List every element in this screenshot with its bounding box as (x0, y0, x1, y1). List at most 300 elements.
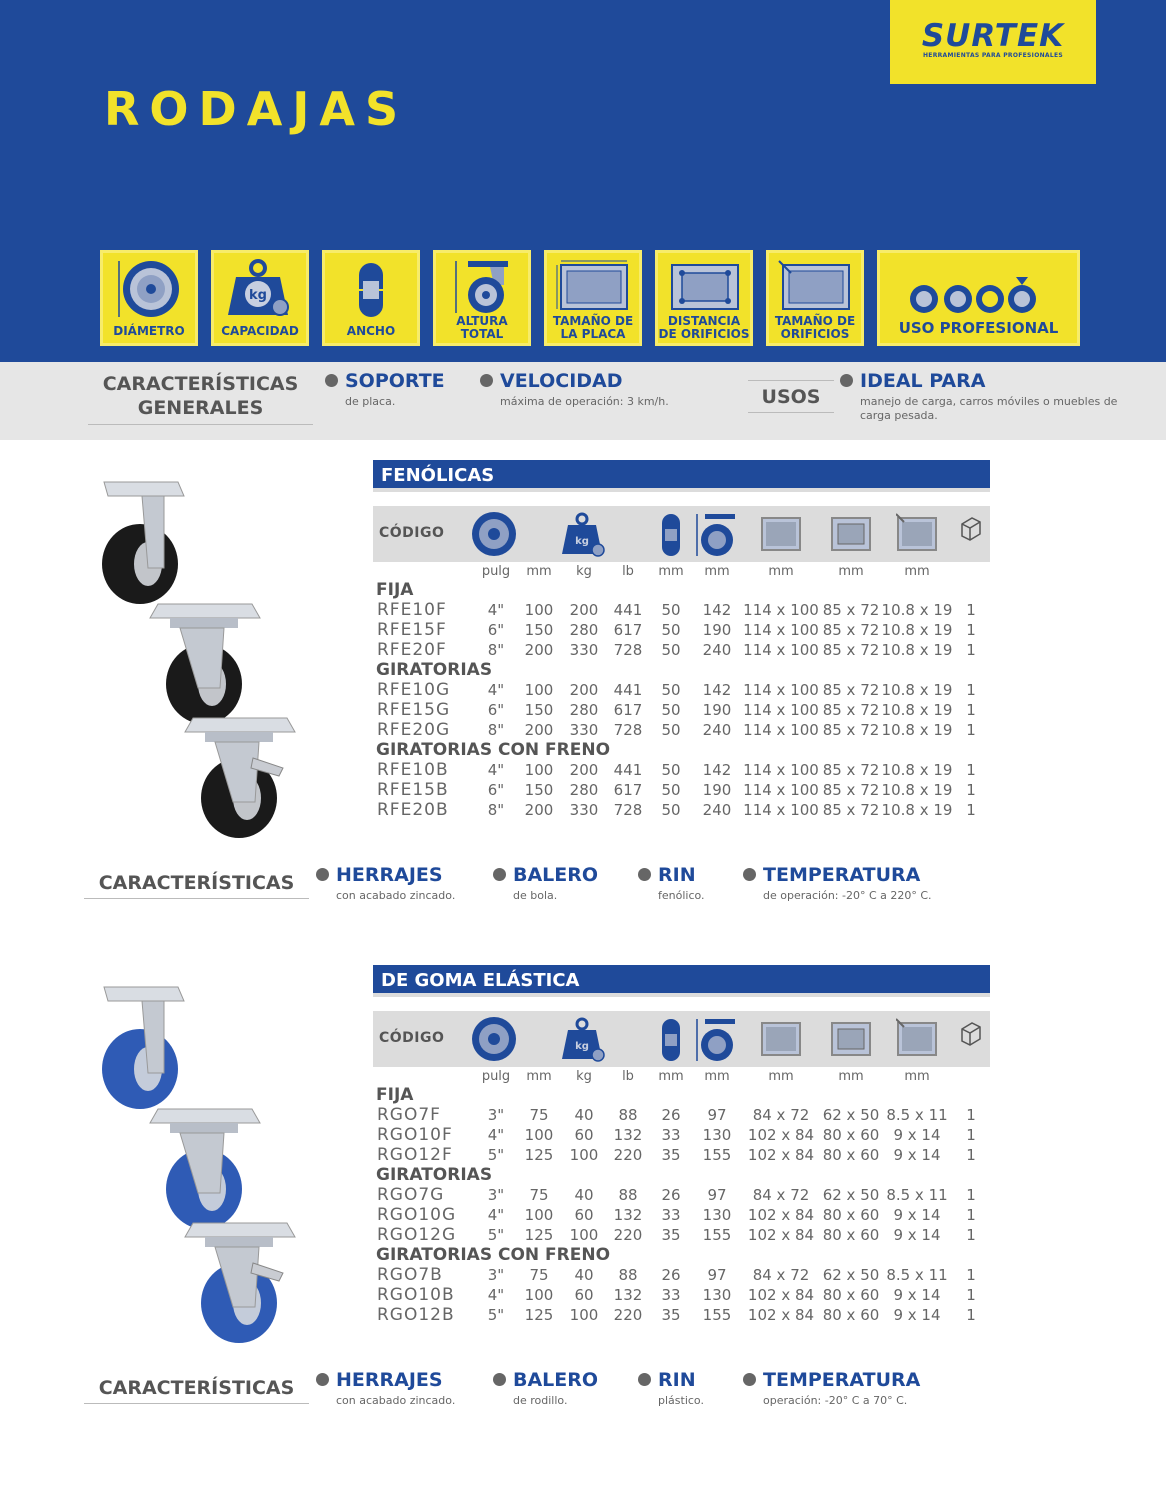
tile-width (322, 250, 420, 346)
tile-label: DIÁMETRO (113, 324, 185, 338)
table-cell: 80 x 60 (822, 1306, 880, 1324)
table-cell: 84 x 72 (752, 1266, 810, 1284)
table-row (373, 1145, 990, 1165)
product-code: RFE10B (377, 760, 449, 780)
unit-label: mm (704, 564, 730, 579)
table-cell: 8.5 x 11 (886, 1266, 948, 1284)
table-cell: 102 x 84 (747, 1146, 815, 1164)
table-cell: 62 x 50 (822, 1266, 880, 1284)
table-cell: 9 x 14 (893, 1286, 941, 1304)
brand-tagline: HERRAMIENTAS PARA PROFESIONALES (922, 52, 1064, 59)
table-cell: 9 x 14 (893, 1206, 941, 1224)
table-cell: 60 (574, 1126, 594, 1144)
box-icon (958, 1017, 984, 1063)
table-cell: 50 (661, 621, 681, 639)
table-cell: 100 (524, 761, 554, 779)
table-row (373, 700, 990, 720)
wheel-width-icon (658, 1017, 684, 1063)
feature-title: HERRAJES (336, 1369, 443, 1391)
table-cell: 1 (966, 761, 976, 779)
table-cell: 8" (487, 641, 505, 659)
table-cell: 132 (613, 1286, 643, 1304)
kg-weight-icon (562, 1017, 606, 1063)
table-cell: 33 (661, 1206, 681, 1224)
feature-desc: con acabado zincado. (336, 889, 456, 902)
svg-text:kg: kg (575, 536, 589, 547)
table-cell: 6" (487, 701, 505, 719)
tile-total-height (433, 250, 531, 346)
table-cell: 50 (661, 761, 681, 779)
wheel-icon (472, 1017, 520, 1063)
characteristics-heading: CARACTERÍSTICAS (98, 872, 295, 894)
table-cell: 62 x 50 (822, 1186, 880, 1204)
wheel-icon (116, 259, 182, 319)
product-code: RGO10G (377, 1205, 457, 1225)
column-header-row (373, 1011, 990, 1067)
table-cell: 10.8 x 19 (881, 781, 953, 799)
tile-label: USO PROFESIONAL (898, 319, 1059, 337)
table-cell: 85 x 72 (822, 681, 880, 699)
section-title-bar (373, 965, 990, 997)
table-cell: 85 x 72 (822, 641, 880, 659)
feature-desc: fenólico. (658, 889, 705, 902)
table-cell: 441 (613, 761, 643, 779)
table-cell: 280 (569, 621, 599, 639)
tile-label: TAMAÑO DE ORIFICIOS (774, 314, 856, 341)
feature-title: IDEAL PARA (860, 370, 986, 392)
table-cell: 1 (966, 1266, 976, 1284)
table-cell: 97 (707, 1266, 727, 1284)
table-cell: 75 (529, 1186, 549, 1204)
table-cell: 125 (524, 1146, 554, 1164)
table-cell: 4" (487, 681, 505, 699)
table-cell: 9 x 14 (893, 1126, 941, 1144)
table-cell: 190 (702, 701, 732, 719)
table-cell: 1 (966, 781, 976, 799)
codigo-header: CÓDIGO (379, 525, 445, 541)
table-cell: 441 (613, 681, 643, 699)
table-cell: 155 (702, 1226, 732, 1244)
table-row (373, 800, 990, 820)
table-cell: 1 (966, 701, 976, 719)
table-row (373, 1285, 990, 1305)
table-cell: 84 x 72 (752, 1186, 810, 1204)
table-cell: 132 (613, 1206, 643, 1224)
table-cell: 100 (569, 1226, 599, 1244)
tile-label: CAPACIDAD (221, 324, 299, 338)
table-cell: 10.8 x 19 (881, 801, 953, 819)
table-cell: 102 x 84 (747, 1306, 815, 1324)
feature-title: HERRAJES (336, 864, 443, 886)
kg-weight-icon (228, 259, 292, 321)
product-code: RFE10G (377, 680, 451, 700)
unit-label: mm (526, 1069, 552, 1084)
table-cell: 85 x 72 (822, 621, 880, 639)
table-cell: 330 (569, 801, 599, 819)
table-cell: 40 (574, 1106, 594, 1124)
plate-size-icon (555, 259, 631, 315)
table-cell: 114 x 100 (743, 601, 819, 619)
product-code: RFE20B (377, 800, 449, 820)
table-cell: 728 (613, 721, 643, 739)
table-cell: 142 (702, 601, 732, 619)
table-cell: 40 (574, 1266, 594, 1284)
professional-use-icon (904, 275, 1054, 315)
table-cell: 200 (569, 601, 599, 619)
table-cell: 10.8 x 19 (881, 601, 953, 619)
table-cell: 100 (524, 601, 554, 619)
unit-label: pulg (481, 564, 511, 579)
section-title: FENÓLICAS (381, 465, 495, 486)
unit-label: mm (526, 564, 552, 579)
table-cell: 728 (613, 641, 643, 659)
table-cell: 35 (661, 1306, 681, 1324)
table-cell: 155 (702, 1146, 732, 1164)
feature-desc: manejo de carga, carros móviles o muebles de carga pesada. (860, 395, 1118, 422)
brand-name: SURTEK (921, 18, 1065, 54)
bullet-icon (493, 868, 506, 881)
tile-diameter (100, 250, 198, 346)
plate-size-icon (760, 512, 802, 558)
product-code: RGO7F (377, 1105, 441, 1125)
table-cell: 1 (966, 601, 976, 619)
hole-distance-icon (830, 512, 872, 558)
table-cell: 50 (661, 641, 681, 659)
general-heading: CARACTERÍSTICAS GENERALES (102, 373, 299, 419)
hole-size-icon (777, 259, 853, 315)
brand-logo (890, 0, 1096, 84)
product-code: RGO12F (377, 1145, 453, 1165)
table-cell: 130 (702, 1206, 732, 1224)
table-cell: 6" (487, 781, 505, 799)
unit-label: pulg (481, 1069, 511, 1084)
table-row (373, 780, 990, 800)
feature-title: RIN (658, 1369, 696, 1391)
tile-label: TAMAÑO DE LA PLACA (552, 314, 634, 341)
table-cell: 50 (661, 781, 681, 799)
table-cell: 200 (524, 721, 554, 739)
table-cell: 26 (661, 1106, 681, 1124)
feature-desc: de rodillo. (513, 1394, 568, 1407)
table-cell: 85 x 72 (822, 721, 880, 739)
table-cell: 10.8 x 19 (881, 721, 953, 739)
table-cell: 50 (661, 801, 681, 819)
table-cell: 220 (613, 1146, 643, 1164)
table-cell: 150 (524, 621, 554, 639)
hole-distance-icon (666, 259, 742, 315)
page-title: RODAJAS (104, 82, 409, 136)
table-cell: 617 (613, 701, 643, 719)
unit-label: mm (704, 1069, 730, 1084)
product-code: RGO10F (377, 1125, 453, 1145)
caster-brake-image (175, 712, 305, 846)
table-cell: 5" (487, 1146, 505, 1164)
table-row (373, 1185, 990, 1205)
wheel-width-icon (658, 512, 684, 558)
table-cell: 50 (661, 721, 681, 739)
wheel-icon (472, 512, 520, 558)
table-row (373, 760, 990, 780)
table-row (373, 680, 990, 700)
table-cell: 75 (529, 1106, 549, 1124)
box-icon (958, 512, 984, 558)
bullet-icon (840, 374, 853, 387)
table-cell: 114 x 100 (743, 681, 819, 699)
caster-fixed-image (98, 983, 228, 1117)
unit-label: mm (838, 1069, 864, 1084)
table-cell: 10.8 x 19 (881, 681, 953, 699)
svg-text:kg: kg (249, 288, 267, 303)
feature-title: VELOCIDAD (500, 370, 623, 392)
units-row (373, 564, 990, 582)
table-cell: 150 (524, 701, 554, 719)
table-cell: 617 (613, 781, 643, 799)
table-cell: 80 x 60 (822, 1146, 880, 1164)
table-cell: 3" (487, 1106, 505, 1124)
table-cell: 142 (702, 761, 732, 779)
table-cell: 1 (966, 801, 976, 819)
plate-size-icon (760, 1017, 802, 1063)
bullet-icon (743, 868, 756, 881)
table-cell: 97 (707, 1106, 727, 1124)
tile-label: ALTURA TOTAL (456, 314, 508, 341)
table-row (373, 640, 990, 660)
table-cell: 114 x 100 (743, 761, 819, 779)
table-cell: 85 x 72 (822, 701, 880, 719)
table-cell: 8" (487, 801, 505, 819)
table-cell: 155 (702, 1306, 732, 1324)
table-cell: 1 (966, 1306, 976, 1324)
table-cell: 8.5 x 11 (886, 1186, 948, 1204)
table-row (373, 1225, 990, 1245)
bullet-icon (316, 1373, 329, 1386)
feature-desc: plástico. (658, 1394, 704, 1407)
tile-professional-use (877, 250, 1080, 346)
group-label: GIRATORIAS CON FRENO (376, 740, 611, 760)
table-cell: 1 (966, 641, 976, 659)
feature-desc: de placa. (345, 395, 396, 408)
table-cell: 102 x 84 (747, 1126, 815, 1144)
table-cell: 102 x 84 (747, 1206, 815, 1224)
table-cell: 62 x 50 (822, 1106, 880, 1124)
table-cell: 100 (524, 1286, 554, 1304)
wheel-width-icon (351, 259, 391, 321)
feature-title: TEMPERATURA (763, 864, 921, 886)
table-cell: 50 (661, 601, 681, 619)
table-cell: 80 x 60 (822, 1126, 880, 1144)
table-cell: 200 (569, 681, 599, 699)
bullet-icon (743, 1373, 756, 1386)
table-cell: 97 (707, 1186, 727, 1204)
table-cell: 1 (966, 1286, 976, 1304)
table-cell: 88 (618, 1186, 638, 1204)
tile-hole-distance (655, 250, 753, 346)
bullet-icon (493, 1373, 506, 1386)
table-cell: 114 x 100 (743, 641, 819, 659)
table-cell: 100 (569, 1306, 599, 1324)
feature-title: BALERO (513, 1369, 599, 1391)
feature-desc: máxima de operación: 3 km/h. (500, 395, 669, 408)
table-cell: 9 x 14 (893, 1306, 941, 1324)
product-code: RFE15B (377, 780, 449, 800)
feature-title: BALERO (513, 864, 599, 886)
table-cell: 10.8 x 19 (881, 701, 953, 719)
table-cell: 114 x 100 (743, 721, 819, 739)
general-characteristics-band (0, 362, 1166, 440)
table-cell: 114 x 100 (743, 801, 819, 819)
section-title: DE GOMA ELÁSTICA (381, 970, 580, 991)
table-cell: 50 (661, 681, 681, 699)
bullet-icon (316, 868, 329, 881)
bullet-icon (638, 1373, 651, 1386)
unit-label: mm (658, 1069, 684, 1084)
table-cell: 50 (661, 701, 681, 719)
table-row (373, 620, 990, 640)
table-cell: 4" (487, 1286, 505, 1304)
table-cell: 1 (966, 621, 976, 639)
table-cell: 26 (661, 1266, 681, 1284)
table-cell: 200 (524, 801, 554, 819)
characteristics-heading: CARACTERÍSTICAS (98, 1377, 295, 1399)
table-row (373, 1105, 990, 1125)
table-cell: 1 (966, 1146, 976, 1164)
feature-desc: de bola. (513, 889, 558, 902)
table-row (373, 1125, 990, 1145)
table-cell: 102 x 84 (747, 1286, 815, 1304)
table-cell: 1 (966, 681, 976, 699)
hole-size-icon (896, 512, 938, 558)
table-cell: 8.5 x 11 (886, 1106, 948, 1124)
product-code: RFE15F (377, 620, 447, 640)
table-cell: 330 (569, 721, 599, 739)
table-row (373, 1265, 990, 1285)
unit-label: mm (838, 564, 864, 579)
caster-height-icon (450, 259, 514, 315)
table-cell: 3" (487, 1266, 505, 1284)
table-cell: 200 (524, 641, 554, 659)
table-cell: 240 (702, 641, 732, 659)
table-cell: 84 x 72 (752, 1106, 810, 1124)
product-code: RGO12B (377, 1305, 455, 1325)
product-code: RGO12G (377, 1225, 457, 1245)
product-code: RFE15G (377, 700, 451, 720)
caster-height-icon (695, 512, 739, 558)
table-cell: 10.8 x 19 (881, 641, 953, 659)
table-cell: 40 (574, 1186, 594, 1204)
table-cell: 60 (574, 1206, 594, 1224)
table-cell: 1 (966, 1186, 976, 1204)
table-cell: 8" (487, 721, 505, 739)
unit-label: kg (576, 1069, 592, 1084)
table-cell: 220 (613, 1226, 643, 1244)
tile-label: DISTANCIA DE ORIFICIOS (658, 314, 750, 341)
table-cell: 280 (569, 701, 599, 719)
feature-title: TEMPERATURA (763, 1369, 921, 1391)
table-cell: 130 (702, 1126, 732, 1144)
section-title-bar (373, 460, 990, 492)
table-cell: 85 x 72 (822, 761, 880, 779)
table-cell: 10.8 x 19 (881, 761, 953, 779)
table-cell: 85 x 72 (822, 781, 880, 799)
feature-title: RIN (658, 864, 696, 886)
product-code: RFE10F (377, 600, 447, 620)
table-cell: 142 (702, 681, 732, 699)
table-cell: 35 (661, 1146, 681, 1164)
table-cell: 9 x 14 (893, 1146, 941, 1164)
table-cell: 1 (966, 1206, 976, 1224)
table-cell: 102 x 84 (747, 1226, 815, 1244)
bullet-icon (638, 868, 651, 881)
usos-heading: USOS (761, 386, 821, 408)
table-cell: 26 (661, 1186, 681, 1204)
table-cell: 5" (487, 1226, 505, 1244)
bullet-icon (480, 374, 493, 387)
group-label: GIRATORIAS CON FRENO (376, 1245, 611, 1265)
feature-desc: con acabado zincado. (336, 1394, 456, 1407)
unit-label: mm (904, 564, 930, 579)
table-cell: 130 (702, 1286, 732, 1304)
table-cell: 5" (487, 1306, 505, 1324)
table-cell: 441 (613, 601, 643, 619)
table-cell: 190 (702, 621, 732, 639)
table-cell: 114 x 100 (743, 781, 819, 799)
unit-label: kg (576, 564, 592, 579)
table-cell: 1 (966, 721, 976, 739)
divider (84, 1403, 309, 1404)
table-cell: 100 (569, 1146, 599, 1164)
table-cell: 617 (613, 621, 643, 639)
group-label: FIJA (376, 1085, 414, 1105)
codigo-header: CÓDIGO (379, 1030, 445, 1046)
table-cell: 125 (524, 1306, 554, 1324)
table-cell: 728 (613, 801, 643, 819)
table-cell: 85 x 72 (822, 601, 880, 619)
table-cell: 35 (661, 1226, 681, 1244)
table-cell: 80 x 60 (822, 1206, 880, 1224)
table-cell: 6" (487, 621, 505, 639)
table-cell: 125 (524, 1226, 554, 1244)
caster-height-icon (695, 1017, 739, 1063)
column-header-row (373, 506, 990, 562)
table-row (373, 1205, 990, 1225)
product-code: RFE20G (377, 720, 451, 740)
divider (748, 380, 834, 381)
table-cell: 4" (487, 1206, 505, 1224)
table-cell: 240 (702, 801, 732, 819)
feature-desc: operación: -20° C a 70° C. (763, 1394, 908, 1407)
table-cell: 75 (529, 1266, 549, 1284)
unit-label: lb (622, 564, 634, 579)
tile-hole-size (766, 250, 864, 346)
caster-brake-image (175, 1217, 305, 1351)
table-cell: 33 (661, 1126, 681, 1144)
divider (88, 424, 313, 425)
table-cell: 190 (702, 781, 732, 799)
divider (84, 898, 309, 899)
product-code: RGO10B (377, 1285, 455, 1305)
product-code: RGO7B (377, 1265, 443, 1285)
unit-label: mm (658, 564, 684, 579)
svg-text:kg: kg (575, 1041, 589, 1052)
table-cell: 1 (966, 1226, 976, 1244)
table-cell: 88 (618, 1106, 638, 1124)
table-cell: 85 x 72 (822, 801, 880, 819)
table-cell: 88 (618, 1266, 638, 1284)
table-cell: 100 (524, 1206, 554, 1224)
table-cell: 9 x 14 (893, 1226, 941, 1244)
feature-title: SOPORTE (345, 370, 445, 392)
table-cell: 4" (487, 761, 505, 779)
